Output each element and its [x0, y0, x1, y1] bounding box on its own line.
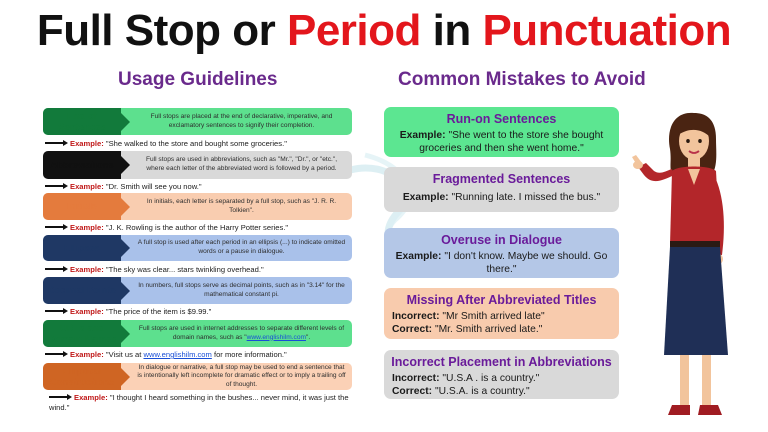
arrow-icon	[45, 226, 65, 228]
example-ellipses	[45, 265, 352, 275]
guideline-tag-end-of-sentences: End of Sentences	[43, 108, 121, 135]
incorrect-label: Incorrect:	[392, 311, 440, 322]
correct-label: Correct:	[392, 324, 433, 335]
guideline-elliptical-constructions	[43, 363, 352, 390]
incorrect-label: Incorrect:	[392, 373, 440, 384]
incorrect-text: "U.S.A . is a country."	[442, 373, 540, 384]
page-title	[0, 6, 768, 56]
mistake-correct	[384, 385, 619, 398]
example-text: "I thought I heard something in the bushes... never mind, it was just the wind."	[49, 393, 349, 412]
guideline-tag-decimal-points: Decimal Points	[43, 277, 121, 304]
example-urls	[45, 350, 352, 360]
example-text: "J. K. Rowling is the author of the Harry Potter series."	[105, 223, 289, 232]
arrow-icon	[45, 353, 65, 355]
guideline-urls	[43, 320, 352, 347]
mistake-example	[384, 250, 619, 276]
example-decimal-points	[45, 307, 352, 317]
guideline-abbreviations	[43, 151, 352, 179]
example-text: "She walked to the store and bought some groceries."	[105, 139, 287, 148]
correct-text: "Mr. Smith arrived late."	[434, 324, 543, 335]
example-text: "Dr. Smith will see you now."	[105, 182, 202, 191]
example-initials	[45, 223, 352, 233]
example-text: "Running late. I missed the bus."	[451, 192, 601, 203]
woman-pointing-illustration	[632, 105, 752, 425]
title-part-4: Punctuation	[482, 6, 732, 55]
mistake-example	[384, 191, 619, 204]
guideline-desc-end-of-sentences: Full stops are placed at the end of declarative, imperative, and exclamatory sentences to signify their completion.	[150, 112, 333, 129]
guideline-ellipses	[43, 235, 352, 261]
guideline-tag-urls: URLs and Domain Names	[43, 320, 121, 347]
mistake-incorrect	[384, 372, 619, 385]
example-text: "The price of the item is $9.99."	[105, 307, 212, 316]
arrow-icon	[45, 268, 65, 270]
desc-text-pre: Full stops are used in internet addresses to separate different levels of domain names, such as "	[138, 324, 345, 341]
example-label: Example:	[74, 393, 108, 402]
mistake-overuse-dialogue	[384, 228, 619, 278]
mistake-run-on	[384, 107, 619, 157]
example-text-pre: "Visit us at	[105, 350, 144, 359]
example-text: "The sky was clear... stars twinkling overhead."	[105, 265, 264, 274]
desc-website-link[interactable]: www.englishilm.com	[246, 333, 306, 341]
guideline-desc-urls	[121, 320, 352, 347]
guideline-initials	[43, 193, 352, 220]
example-label: Example:	[70, 265, 104, 274]
mistake-title: Overuse in Dialogue	[441, 233, 562, 247]
guideline-tag-elliptical: Elliptical Constructions	[43, 363, 121, 390]
usage-guidelines-heading: Usage Guidelines	[118, 69, 278, 90]
guideline-desc-ellipses: A full stop is used after each period in an ellipsis (...) to indicate omitted words or a pause in dialogue.	[137, 239, 346, 255]
mistake-correct	[384, 323, 619, 336]
title-part-3: in	[420, 6, 483, 55]
example-label: Example:	[402, 192, 449, 203]
mistake-abbreviated-titles	[384, 288, 619, 339]
guideline-end-of-sentences	[43, 108, 352, 135]
correct-label: Correct:	[392, 386, 433, 397]
guideline-desc-abbreviations: Full stops are used in abbreviations, such as "Mr.", "Dr.", or "etc.", where each letter of the abbreviated word is followed by a period.	[145, 156, 338, 172]
guideline-tag-initials: Initials	[43, 193, 121, 220]
guideline-desc-elliptical: In dialogue or narrative, a full stop may be used to end a sentence that is intentionally left incomplete for dramatic effect or to imply a trailing off of thought.	[137, 363, 346, 388]
guideline-tag-ellipses: Ellipses	[43, 235, 121, 261]
example-text: "I don't know. Maybe we should. Go there."	[444, 251, 608, 275]
example-label: Example:	[70, 139, 104, 148]
correct-text: "U.S.A. is a country."	[434, 386, 530, 397]
example-label: Example:	[399, 130, 446, 141]
desc-text-post: ".	[306, 333, 311, 341]
example-text: "She went to the store she bought groceries and then she went home."	[419, 130, 604, 154]
mistake-abbreviation-placement	[384, 350, 619, 399]
example-label: Example:	[70, 223, 104, 232]
example-elliptical	[45, 393, 349, 413]
guideline-desc-initials: In initials, each letter is separated by a full stop, such as "J. R. R. Tolkien".	[146, 197, 337, 214]
example-label: Example:	[70, 307, 104, 316]
title-part-1: Full Stop or	[36, 6, 287, 55]
example-label: Example:	[70, 350, 104, 359]
example-label: Example:	[395, 251, 442, 262]
incorrect-text: "Mr Smith arrived late"	[442, 311, 545, 322]
arrow-icon	[45, 185, 65, 187]
guideline-desc-decimal-points: In numbers, full stops serve as decimal points, such as in "3.14" for the mathematical constant pi.	[138, 281, 345, 298]
mistake-example	[384, 129, 619, 155]
mistake-title: Fragmented Sentences	[432, 172, 571, 186]
arrow-icon	[49, 396, 69, 398]
arrow-icon	[45, 142, 65, 144]
common-mistakes-heading: Common Mistakes to Avoid	[398, 69, 646, 90]
example-website-link[interactable]: www.englishilm.com	[143, 350, 212, 359]
guideline-decimal-points	[43, 277, 352, 304]
example-text-post: for more information."	[211, 350, 287, 359]
example-abbreviations	[45, 182, 352, 192]
example-end-of-sentences	[45, 139, 352, 149]
example-label: Example:	[70, 182, 104, 191]
mistake-fragmented	[384, 167, 619, 212]
arrow-icon	[45, 310, 65, 312]
title-part-2: Period	[286, 6, 421, 55]
mistake-title: Incorrect Placement in Abbreviations	[391, 355, 612, 369]
guideline-tag-abbreviations: Abbreviations	[43, 151, 121, 179]
mistake-incorrect	[384, 310, 619, 323]
mistake-title: Run-on Sentences	[446, 112, 557, 126]
mistake-title: Missing After Abbreviated Titles	[406, 293, 597, 307]
